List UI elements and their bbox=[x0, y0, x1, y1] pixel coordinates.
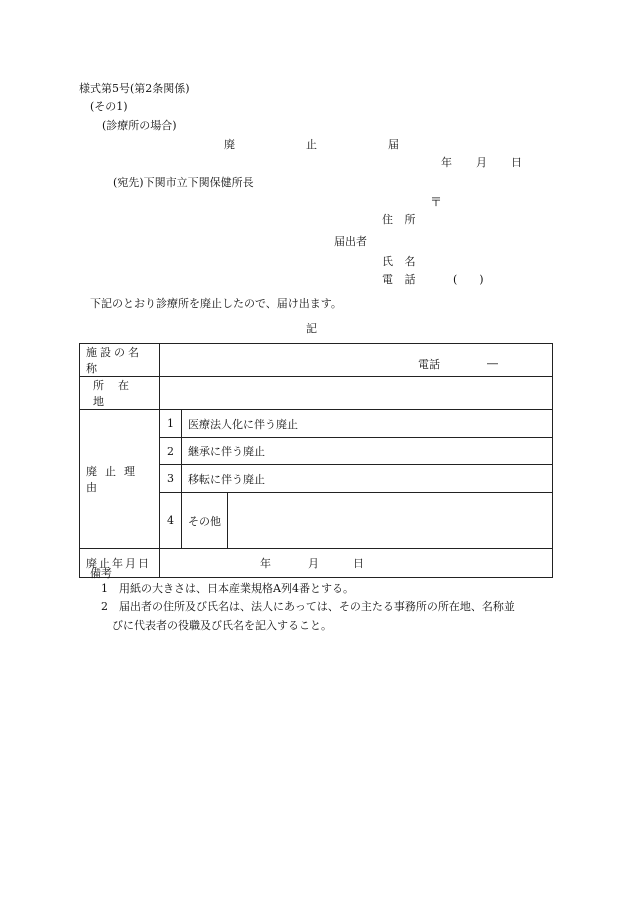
reason-option-3[interactable]: 移転に伴う廃止 bbox=[182, 465, 553, 493]
reason-number: 3 bbox=[160, 465, 182, 493]
name-label: 氏 名 bbox=[382, 255, 416, 268]
location-value[interactable] bbox=[160, 377, 553, 410]
date-month: 月 bbox=[476, 156, 487, 169]
sub-number: (その1) bbox=[90, 100, 128, 113]
title-char: 廃 bbox=[224, 138, 235, 151]
facility-phone-label: 電話 bbox=[418, 358, 440, 371]
title-char: 届 bbox=[388, 138, 399, 151]
note-2: 2 届出者の住所及び氏名は、法人にあっては、その主たる事務所の所在地、名称並 bbox=[101, 600, 515, 613]
addressee: (宛先)下関市立下関保健所長 bbox=[113, 176, 254, 189]
date-day: 日 bbox=[511, 156, 522, 169]
reason-option-1[interactable]: 医療法人化に伴う廃止 bbox=[182, 410, 553, 438]
location-label-cell bbox=[80, 377, 160, 410]
facility-phone-dash: ― bbox=[487, 357, 498, 370]
reason-row-1 bbox=[80, 410, 553, 438]
case-label: (診療所の場合) bbox=[102, 119, 177, 132]
location-row bbox=[80, 377, 553, 410]
address-label: 住 所 bbox=[382, 213, 416, 226]
abolition-date-year: 年 bbox=[260, 557, 271, 570]
facility-name-label-cell bbox=[80, 344, 160, 377]
title-char: 止 bbox=[306, 138, 317, 151]
note-1: 1 用紙の大きさは、日本産業規格A列4番とする。 bbox=[101, 582, 354, 595]
reason-number: 1 bbox=[160, 410, 182, 438]
postal-mark: 〒 bbox=[430, 195, 443, 209]
applicant-label: 届出者 bbox=[334, 235, 367, 248]
abolition-date-row bbox=[80, 549, 553, 578]
notes-title: 備考 bbox=[90, 567, 112, 580]
abolition-date-month: 月 bbox=[308, 557, 319, 570]
reason-other-detail[interactable] bbox=[228, 493, 553, 549]
phone-paren: ( ) bbox=[453, 273, 484, 286]
note-2-continued: びに代表者の役職及び氏名を記入すること。 bbox=[112, 619, 332, 632]
date-year: 年 bbox=[441, 156, 452, 169]
statement: 下記のとおり診療所を廃止したので、届け出ます。 bbox=[90, 297, 342, 310]
abolition-date-value[interactable] bbox=[160, 549, 553, 578]
reason-label: 廃止理由 bbox=[86, 465, 143, 494]
facility-name-row bbox=[80, 344, 553, 377]
facility-name-label: 施設の名称 bbox=[86, 346, 142, 375]
abolition-date-label: 廃止年月日 bbox=[86, 557, 151, 570]
location-label: 所在地 bbox=[93, 379, 143, 408]
form-number: 様式第5号(第2条関係) bbox=[79, 82, 190, 95]
reason-option-2[interactable]: 継承に伴う廃止 bbox=[182, 438, 553, 465]
document-title bbox=[224, 139, 399, 150]
notification-table bbox=[79, 343, 553, 578]
ki-label: 記 bbox=[306, 322, 317, 335]
reason-option-4[interactable]: その他 bbox=[182, 493, 228, 549]
abolition-date-day: 日 bbox=[353, 557, 364, 570]
submission-date bbox=[441, 157, 522, 168]
reason-number: 2 bbox=[160, 438, 182, 465]
facility-name-value[interactable] bbox=[160, 344, 553, 377]
reason-number: 4 bbox=[160, 493, 182, 549]
phone-label: 電 話 bbox=[382, 273, 416, 286]
reason-label-cell bbox=[80, 410, 160, 549]
